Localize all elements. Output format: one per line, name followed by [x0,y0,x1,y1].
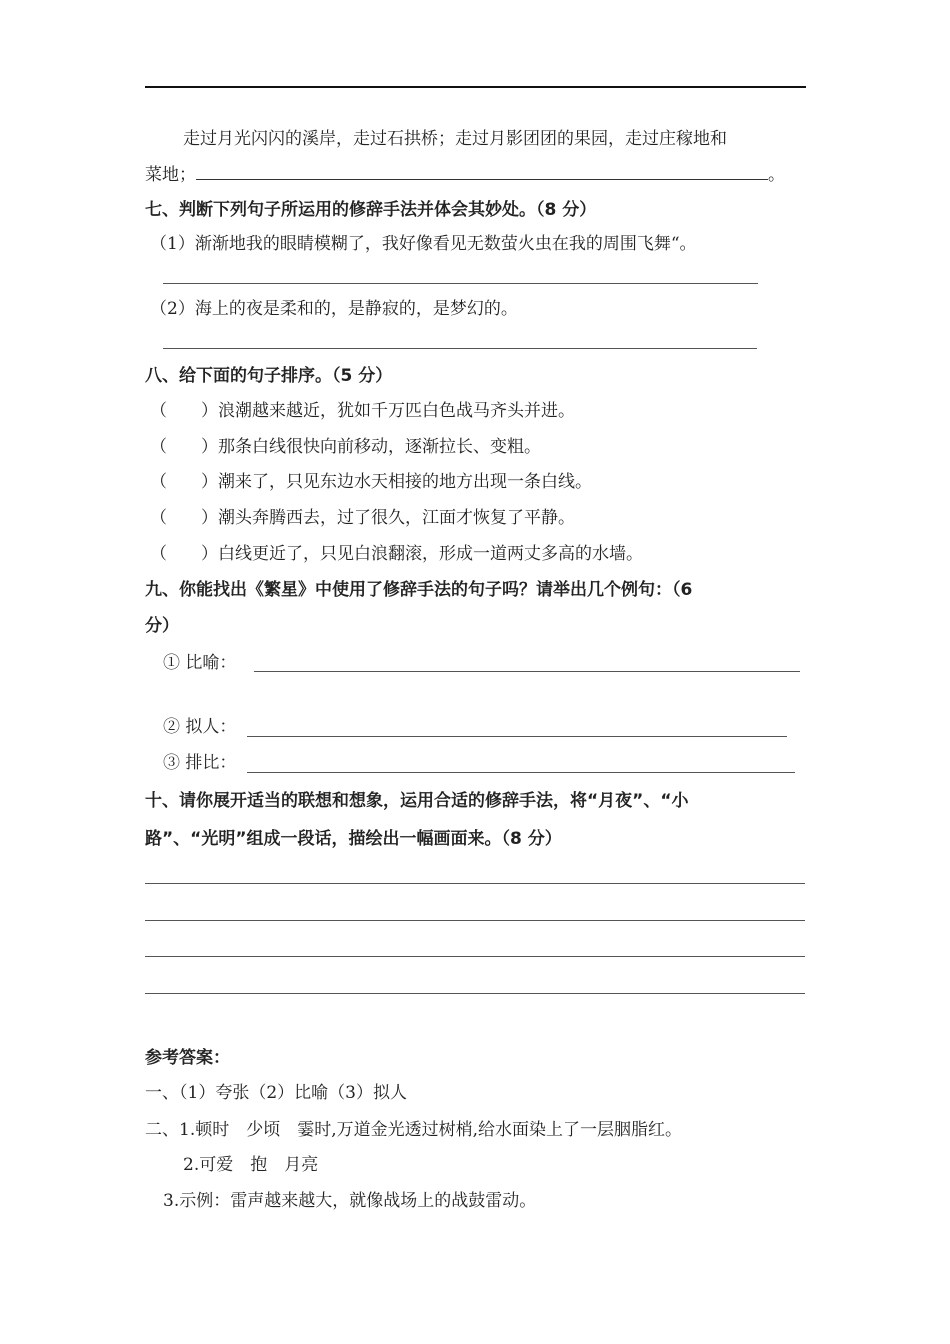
passage-line-2-suffix: 。 [768,165,785,185]
q10-title-line-2: 路”、“光明”组成一段话，描绘出一幅画面来。（8 分） [145,829,562,849]
answer-line-1: 一、（1）夸张（2）比喻（3）拟人 [145,1083,407,1103]
answer-line-3: 2.可爱 抱 月亮 [183,1155,319,1175]
header-rule [145,86,806,88]
q9-item-parallelism: ③ 排比： [163,753,237,773]
passage-line-1: 走过月光闪闪的溪岸，走过石拱桥；走过月影团团的果园，走过庄稼地和 [183,129,727,149]
q10-answer-line-4[interactable] [145,993,805,994]
q7-answer-line-2[interactable] [163,348,757,349]
q9-parallelism-blank[interactable] [247,772,795,773]
passage-line-2-prefix: 菜地； [145,165,196,185]
q8-title: 八、给下面的句子排序。（5 分） [145,366,393,386]
q7-title: 七、判断下列句子所运用的修辞手法并体会其妙处。（8 分） [145,200,597,220]
q8-item-5: （ ）白线更近了，只见白浪翻滚，形成一道两丈多高的水墙。 [150,544,643,564]
q7-item-2: （2）海上的夜是柔和的，是静寂的，是梦幻的。 [150,299,518,319]
answers-title: 参考答案： [145,1048,230,1068]
q9-title-line-2: 分） [145,616,179,636]
q9-item-metaphor: ① 比喻： [163,653,237,673]
q9-metaphor-blank[interactable] [254,671,800,672]
q8-item-1: （ ）浪潮越来越近，犹如千万匹白色战马齐头并进。 [150,401,575,421]
answer-line-4: 3.示例：雷声越来越大，就像战场上的战鼓雷动。 [163,1191,537,1211]
q8-item-4: （ ）潮头奔腾西去，过了很久，江面才恢复了平静。 [150,508,575,528]
q7-answer-line-1[interactable] [163,283,758,284]
q10-title-line-1: 十、请你展开适当的联想和想象，运用合适的修辞手法，将“月夜”、“小 [145,791,689,811]
q7-item-1: （1）渐渐地我的眼睛模糊了，我好像看见无数萤火虫在我的周围飞舞“。 [150,234,697,254]
q10-answer-line-3[interactable] [145,956,805,957]
q10-answer-line-1[interactable] [145,883,805,884]
q9-item-personification: ② 拟人： [163,717,237,737]
q10-answer-line-2[interactable] [145,920,805,921]
q9-title-line-1: 九、你能找出《繁星》中使用了修辞手法的句子吗？请举出几个例句：（6 [145,580,693,600]
passage-line-2 [145,163,785,187]
q8-item-2: （ ）那条白线很快向前移动，逐渐拉长、变粗。 [150,437,541,457]
q9-personification-blank[interactable] [247,736,787,737]
answer-line-2: 二、1.顿时 少顷 霎时,万道金光透过树梢,给水面染上了一层胭脂红。 [145,1120,683,1140]
q8-item-3: （ ）潮来了，只见东边水天相接的地方出现一条白线。 [150,472,592,492]
answer-blank[interactable] [196,163,768,180]
